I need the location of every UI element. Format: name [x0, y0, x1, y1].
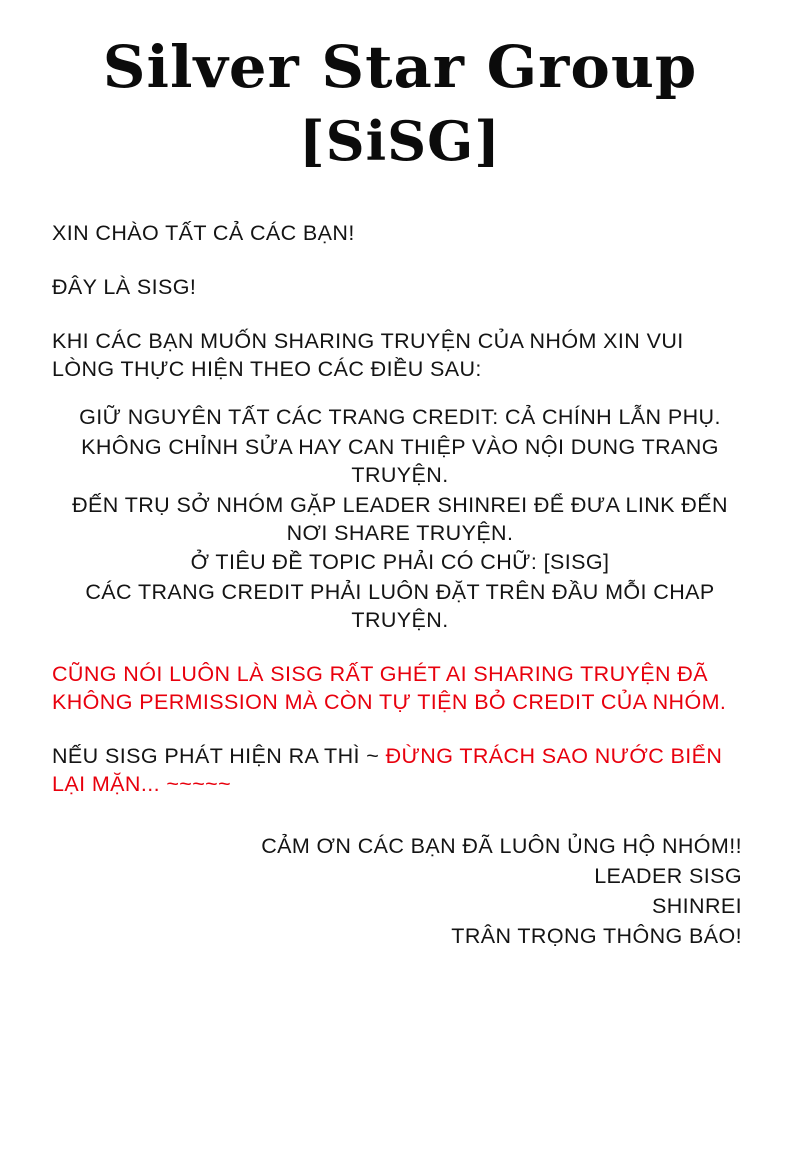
rule-item: Ở TIÊU ĐỀ TOPIC PHẢI CÓ CHỮ: [SISG] [190, 550, 610, 575]
request-text: KHI CÁC BẠN MUỐN SHARING TRUYỆN CỦA NHÓM XIN VUI LÒNG THỰC HIỆN THEO CÁC ĐIỀU SAU: [52, 328, 684, 381]
logo-title-line-1: Silver Star Group [102, 33, 698, 101]
rule-item: KHÔNG CHỈNH SỬA HAY CAN THIỆP VÀO NỘI DUNG TRANG TRUYỆN. [81, 434, 719, 487]
logo-title-line-2: [SiSG] [299, 109, 501, 173]
signoff-line: CẢM ƠN CÁC BẠN ĐÃ LUÔN ỦNG HỘ NHÓM!! [261, 834, 742, 858]
consequence-prefix: NẾU SISG PHÁT HIỆN RA THÌ ~ [52, 744, 386, 769]
group-logo [0, 0, 800, 173]
rules-list [52, 404, 748, 636]
signoff-line: LEADER SISG [594, 863, 742, 888]
signoff-line: SHINREI [651, 893, 742, 918]
signoff-block [52, 833, 748, 951]
greeting-text: XIN CHÀO TẤT CẢ CÁC BẠN! [52, 221, 355, 245]
intro-text: ĐÂY LÀ SISG! [52, 274, 197, 299]
warning-text: CŨNG NÓI LUÔN LÀ SISG RẤT GHÉT AI SHARING TRUYỆN ĐÃ KHÔNG PERMISSION MÀ CÒN TỰ TIỆN BỎ CREDIT CỦA NHÓM. [52, 662, 727, 715]
rule-item: ĐẾN TRỤ SỞ NHÓM GẶP LEADER SHINREI ĐỂ ĐƯA LINK ĐẾN NƠI SHARE TRUYỆN. [72, 492, 728, 545]
consequence-text [52, 743, 748, 799]
credit-body [0, 220, 800, 951]
rule-item: GIỮ NGUYÊN TẤT CÁC TRANG CREDIT: CẢ CHÍNH LẪN PHỤ. [79, 404, 721, 429]
signoff-line: TRÂN TRỌNG THÔNG BÁO! [451, 923, 742, 948]
rule-item: CÁC TRANG CREDIT PHẢI LUÔN ĐẶT TRÊN ĐẦU MỖI CHAP TRUYỆN. [85, 580, 715, 633]
consequence-highlight: ĐỪNG TRÁCH SAO NƯỚC BIỂN LẠI MẶN... ~~~~~ [52, 744, 723, 797]
